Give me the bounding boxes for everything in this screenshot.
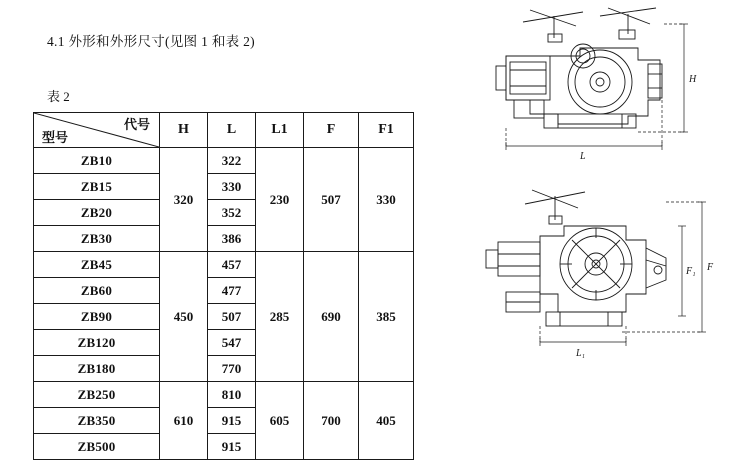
f-cell: 690 — [304, 252, 359, 382]
model-cell: ZB20 — [34, 200, 160, 226]
f1-cell: 405 — [359, 382, 414, 460]
spec-table — [33, 112, 414, 460]
l-cell: 322 — [208, 148, 256, 174]
l1-cell: 285 — [256, 252, 304, 382]
model-cell: ZB15 — [34, 174, 160, 200]
model-cell: ZB500 — [34, 434, 160, 460]
f1-cell: 330 — [359, 148, 414, 252]
model-cell: ZB45 — [34, 252, 160, 278]
table-row — [34, 252, 414, 278]
side-view-drawing-icon — [488, 4, 718, 164]
dimension-label-f: F — [707, 262, 714, 273]
l-cell: 915 — [208, 408, 256, 434]
l-cell: 386 — [208, 226, 256, 252]
table-header-row — [34, 113, 414, 148]
header-h: H — [160, 113, 208, 148]
figure-top-view — [480, 182, 720, 367]
model-cell: ZB60 — [34, 278, 160, 304]
model-cell: ZB90 — [34, 304, 160, 330]
h-cell: 320 — [160, 148, 208, 252]
l-cell: 352 — [208, 200, 256, 226]
l-cell: 915 — [208, 434, 256, 460]
header-f: F — [304, 113, 359, 148]
model-cell: ZB10 — [34, 148, 160, 174]
table-row — [34, 382, 414, 408]
h-cell: 450 — [160, 252, 208, 382]
l-cell: 330 — [208, 174, 256, 200]
l-cell: 507 — [208, 304, 256, 330]
f-cell: 507 — [304, 148, 359, 252]
l-cell: 810 — [208, 382, 256, 408]
header-row-label: 型号 — [42, 130, 69, 145]
model-cell: ZB250 — [34, 382, 160, 408]
header-l1: L1 — [256, 113, 304, 148]
dimension-label-h: H — [689, 74, 697, 85]
header-f1: F1 — [359, 113, 414, 148]
dimension-label-f1: F₁ — [686, 266, 696, 277]
l-cell: 547 — [208, 330, 256, 356]
model-cell: ZB180 — [34, 356, 160, 382]
model-cell: ZB30 — [34, 226, 160, 252]
l1-cell: 230 — [256, 148, 304, 252]
l1-cell: 605 — [256, 382, 304, 460]
table-row — [34, 148, 414, 174]
h-cell: 610 — [160, 382, 208, 460]
header-corner-cell — [34, 113, 160, 148]
f-cell: 700 — [304, 382, 359, 460]
l-cell: 477 — [208, 278, 256, 304]
l-cell: 457 — [208, 252, 256, 278]
f1-cell: 385 — [359, 252, 414, 382]
l-cell: 770 — [208, 356, 256, 382]
dimension-label-l: L — [580, 151, 586, 162]
model-cell: ZB120 — [34, 330, 160, 356]
table-caption: 表 2 — [47, 89, 70, 104]
spec-table-wrapper — [33, 112, 414, 460]
top-view-drawing-icon — [480, 182, 720, 362]
figure-side-view — [488, 4, 718, 169]
header-col-label: 代号 — [123, 117, 150, 132]
header-l: L — [208, 113, 256, 148]
section-heading: 4.1 外形和外形尺寸(见图 1 和表 2) — [47, 34, 255, 49]
dimension-label-l1: L₁ — [576, 348, 586, 359]
model-cell: ZB350 — [34, 408, 160, 434]
